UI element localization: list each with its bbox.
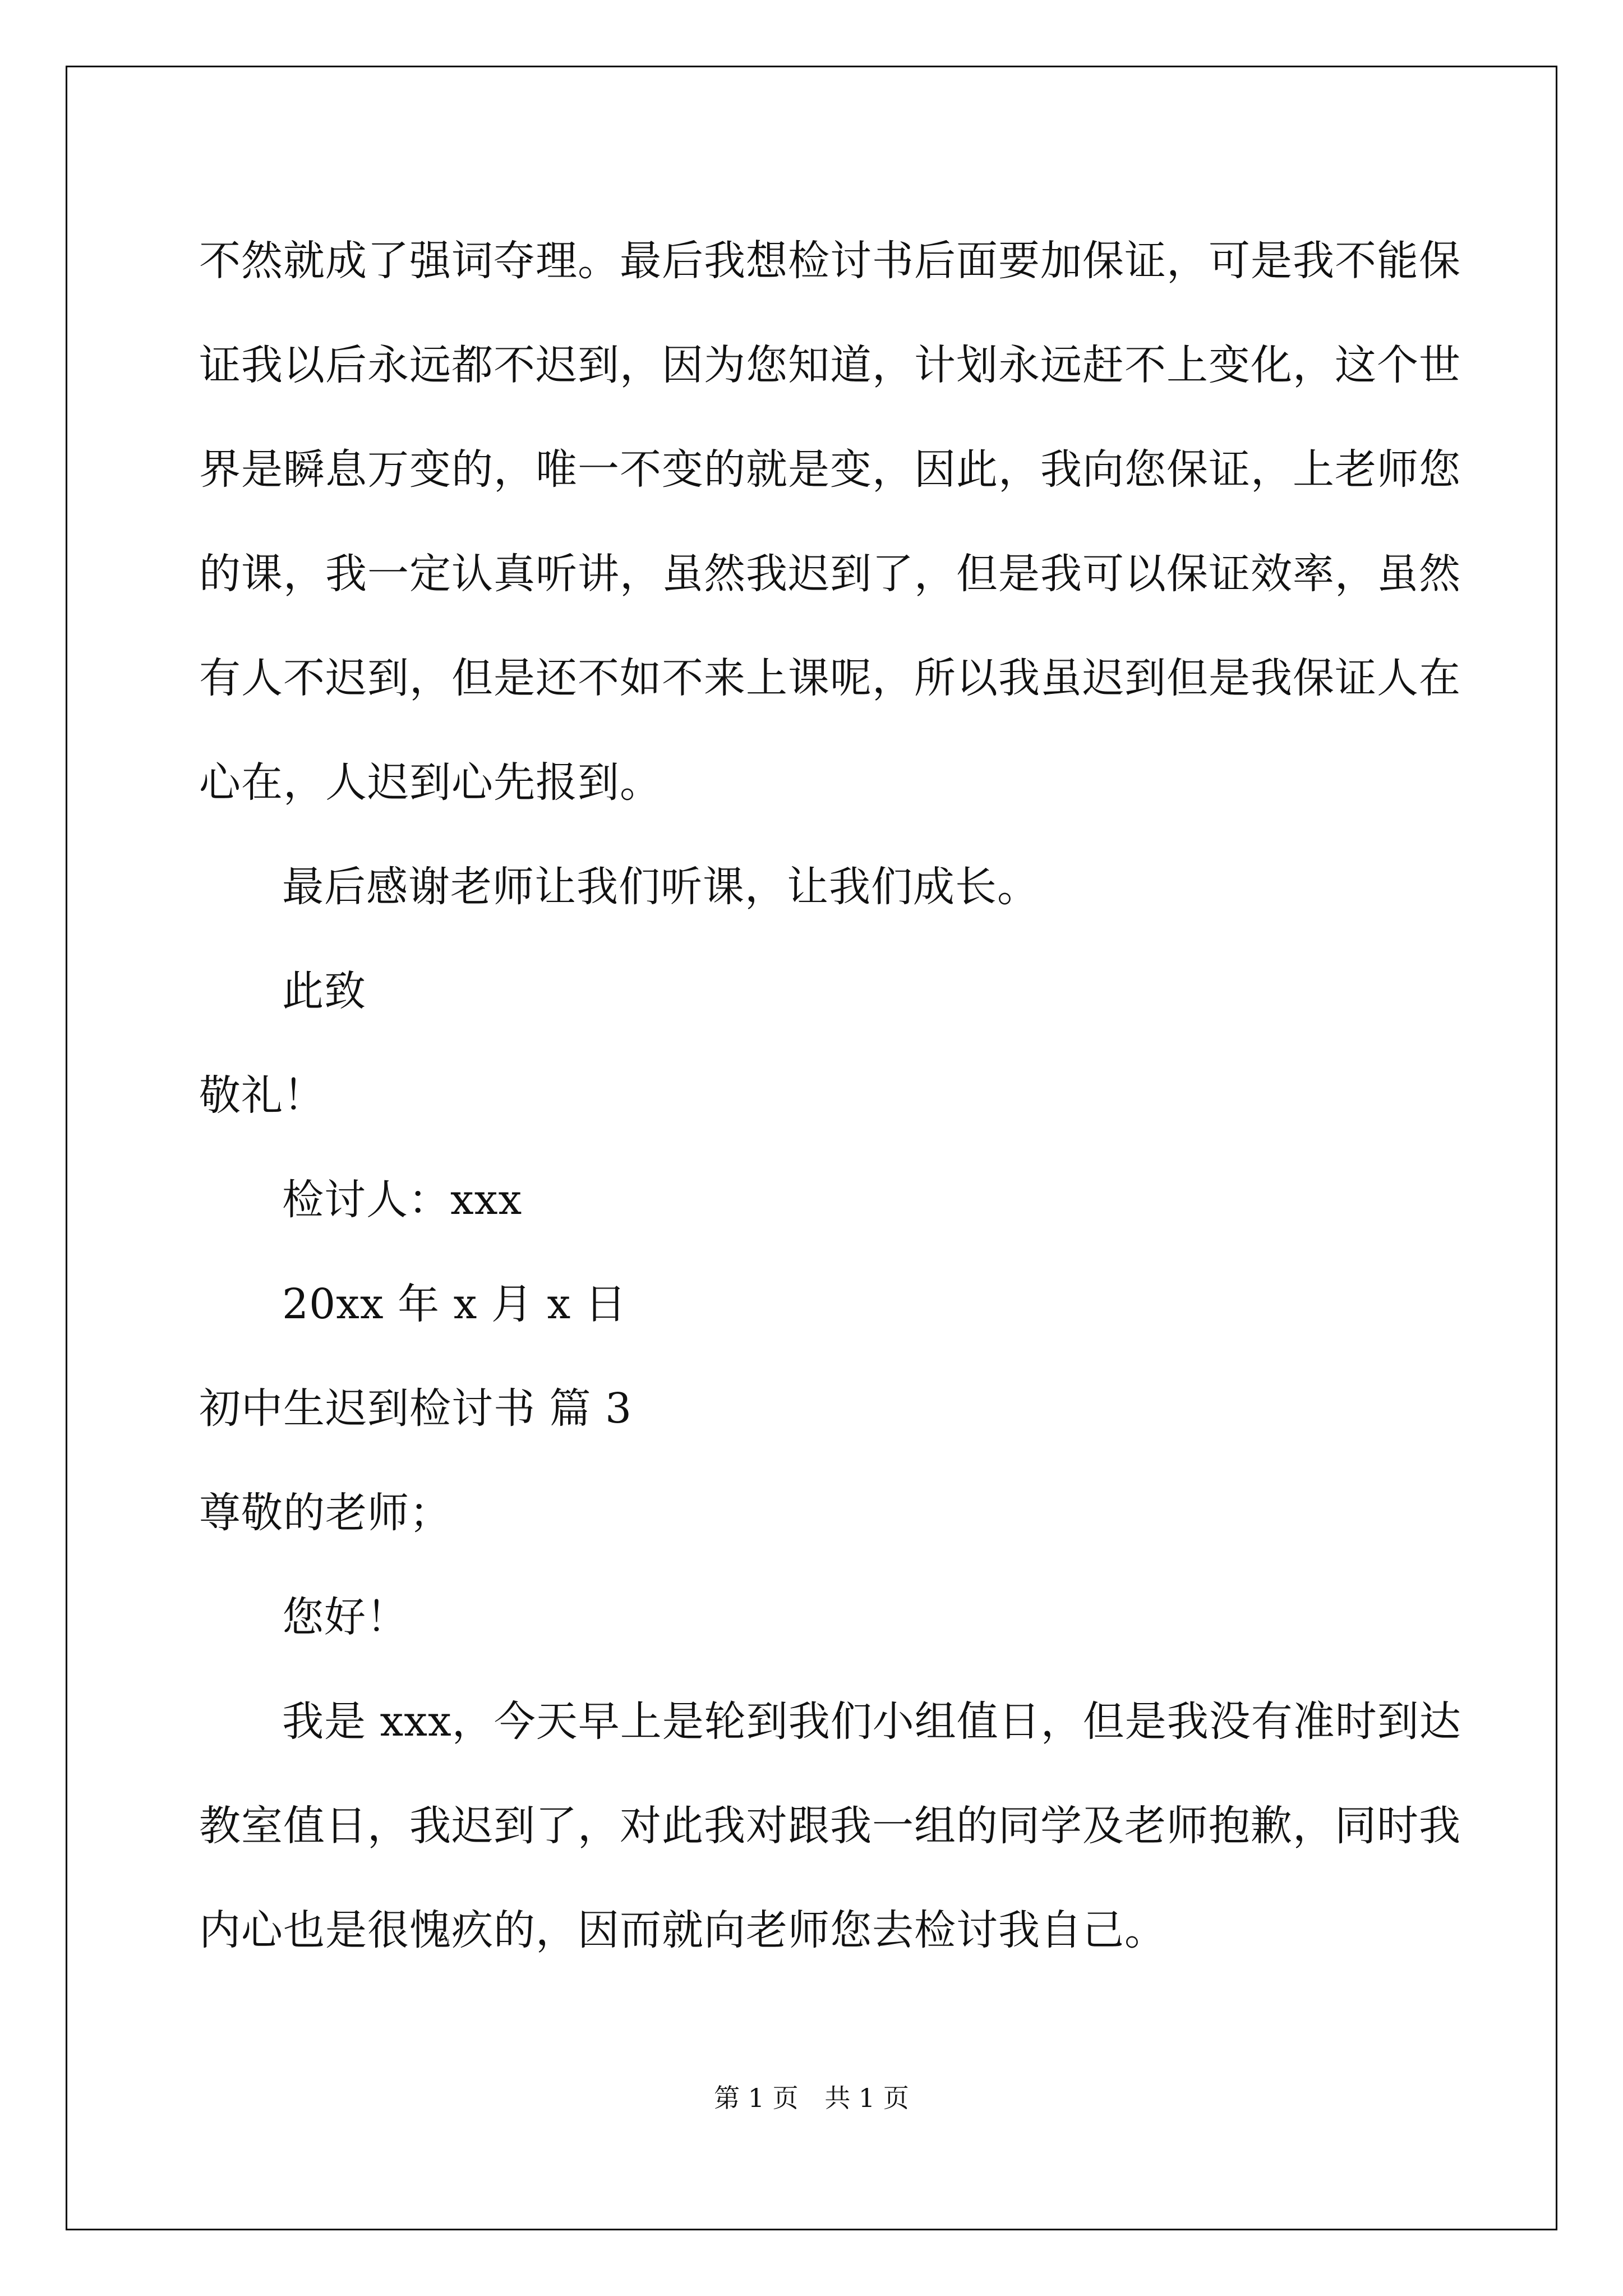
page-footer [0,2081,1623,2115]
salutation-jing-li: 敬礼！ [199,1071,325,1120]
text-line: 界是瞬息万变的，唯一不变的就是变，因此，我向您保证，上老师您 [199,445,1461,494]
document-body [199,209,1461,1982]
text-line: 内心也是很愧疚的，因而就向老师您去检讨我自己。 [199,1906,1166,1954]
salutation-ci-zhi: 此致 [282,967,366,1015]
text-line: 证我以后永远都不迟到，因为您知道，计划永远赶不上变化，这个世 [199,341,1461,389]
section-heading: 初中生迟到检讨书 篇 3 [199,1384,633,1433]
text-line: 不然就成了强词夺理。最后我想检讨书后面要加保证，可是我不能保 [199,237,1461,285]
text-line: 有人不迟到，但是还不如不来上课呢，所以我虽迟到但是我保证人在 [199,654,1461,702]
page-total: 共 1 页 [824,2083,909,2113]
closing-paragraph: 最后感谢老师让我们听课，让我们成长。 [282,863,1039,911]
text-line: 教室值日，我迟到了，对此我对跟我一组的同学及老师抱歉，同时我 [199,1802,1461,1850]
page-number: 第 1 页 [714,2083,799,2113]
greeting-recipient: 尊敬的老师； [199,1489,451,1537]
text-line: 心在，人迟到心先报到。 [199,758,662,807]
signature-line: 检讨人：xxx [282,1176,523,1224]
text-line: 我是 xxx，今天早上是轮到我们小组值日，但是我没有准时到达 [282,1697,1461,1746]
text-line: 的课，我一定认真听讲，虽然我迟到了，但是我可以保证效率，虽然 [199,550,1461,598]
date-line: 20xx 年 x 月 x 日 [282,1280,627,1328]
greeting-hello: 您好！ [282,1593,408,1641]
